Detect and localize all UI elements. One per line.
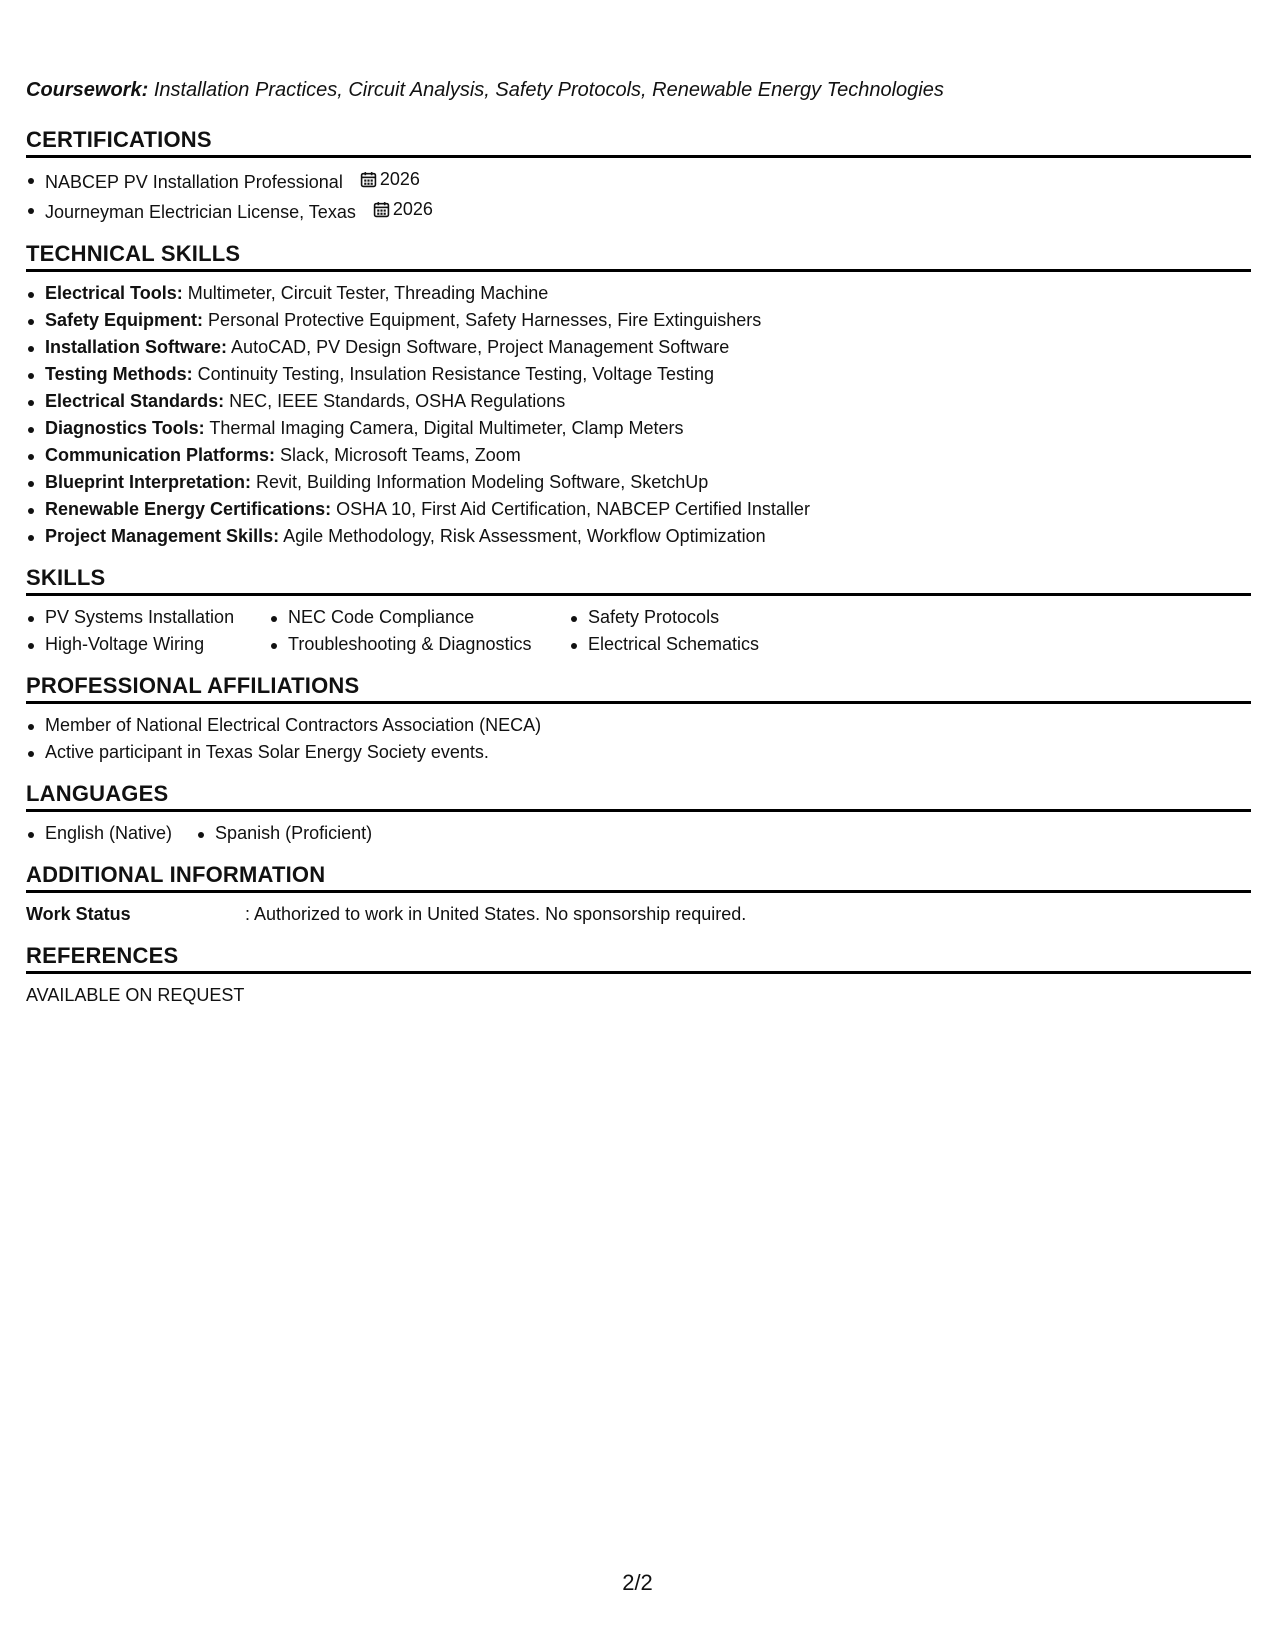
skills-section [26,564,1251,658]
technical-skills-list [26,280,1251,550]
certification-year: 2026 [392,199,433,219]
skill-category: Electrical Standards: [45,391,225,411]
work-status-label: Work Status [26,904,131,924]
skills-column [269,604,569,658]
skills-column [569,604,869,658]
list-item [26,469,1251,496]
list-item [26,523,1251,550]
section-title-references: REFERENCES [26,942,1251,974]
skill-values: Personal Protective Equipment, Safety Harnesses, Fire Extinguishers [208,310,762,330]
calendar-icon [373,201,390,218]
languages-row [26,820,1251,847]
list-item [26,280,1251,307]
additional-info-section [26,861,1251,928]
list-item: Spanish (Proficient) [196,820,372,847]
affiliations-list [26,712,1251,766]
skill-values: Continuity Testing, Insulation Resistance Testing, Voltage Testing [197,364,714,384]
skill-values: Thermal Imaging Camera, Digital Multimeter, Clamp Meters [209,418,684,438]
certification-year: 2026 [379,169,420,189]
list-item: PV Systems Installation [26,604,269,631]
section-title-skills: SKILLS [26,564,1251,596]
list-item: Safety Protocols [569,604,869,631]
list-item: English (Native) [26,820,172,847]
certification-name: NABCEP PV Installation Professional [45,172,343,192]
skill-category: Communication Platforms: [45,445,276,465]
section-title-additional-info: ADDITIONAL INFORMATION [26,861,1251,893]
list-item: High-Voltage Wiring [26,631,269,658]
skill-category: Electrical Tools: [45,283,183,303]
skill-category: Renewable Energy Certifications: [45,499,332,519]
list-item: Troubleshooting & Diagnostics [269,631,569,658]
certification-date [373,196,433,223]
section-title-technical-skills: TECHNICAL SKILLS [26,240,1251,272]
list-item [26,196,1251,226]
affiliations-section [26,672,1251,766]
list-item [26,166,1251,196]
skill-category: Blueprint Interpretation: [45,472,251,492]
certifications-list [26,166,1251,226]
references-section [26,942,1251,1009]
work-status-value: : Authorized to work in United States. No sponsorship required. [245,904,747,924]
list-item [26,415,1251,442]
section-title-certifications: CERTIFICATIONS [26,126,1251,158]
skill-values: AutoCAD, PV Design Software, Project Management Software [231,337,730,357]
list-item [26,388,1251,415]
skill-category: Testing Methods: [45,364,193,384]
list-item [26,496,1251,523]
skill-values: OSHA 10, First Aid Certification, NABCEP Certified Installer [336,499,810,519]
section-title-affiliations: PROFESSIONAL AFFILIATIONS [26,672,1251,704]
certification-name: Journeyman Electrician License, Texas [45,202,356,222]
skill-values: NEC, IEEE Standards, OSHA Regulations [229,391,566,411]
section-title-languages: LANGUAGES [26,780,1251,812]
skills-grid [26,604,1251,658]
references-text: AVAILABLE ON REQUEST [26,985,245,1005]
list-item: Electrical Schematics [569,631,869,658]
list-item: Active participant in Texas Solar Energy Society events. [26,739,1251,766]
resume-page [26,76,1251,1023]
work-status-row [26,901,1251,928]
languages-list [196,820,372,847]
skill-values: Agile Methodology, Risk Assessment, Workflow Optimization [283,526,766,546]
skills-column [26,604,269,658]
coursework-line [26,76,1251,104]
list-item [26,361,1251,388]
languages-section [26,780,1251,847]
list-item [26,442,1251,469]
skill-category: Installation Software: [45,337,228,357]
skill-category: Diagnostics Tools: [45,418,205,438]
list-item [26,334,1251,361]
languages-list [26,820,172,847]
skill-category: Safety Equipment: [45,310,204,330]
technical-skills-section [26,240,1251,550]
list-item: NEC Code Compliance [269,604,569,631]
calendar-icon [360,171,377,188]
skill-values: Slack, Microsoft Teams, Zoom [280,445,521,465]
skill-values: Revit, Building Information Modeling Software, SketchUp [256,472,709,492]
certifications-section [26,126,1251,226]
list-item: Member of National Electrical Contractors Association (NECA) [26,712,1251,739]
skill-category: Project Management Skills: [45,526,280,546]
coursework-text: Installation Practices, Circuit Analysis, Safety Protocols, Renewable Energy Technologies [153,79,944,101]
certification-date [360,166,420,193]
skill-values: Multimeter, Circuit Tester, Threading Machine [187,283,549,303]
coursework-label: Coursework: [26,79,149,101]
list-item [26,307,1251,334]
page-number: 2/2 [622,1570,653,1595]
